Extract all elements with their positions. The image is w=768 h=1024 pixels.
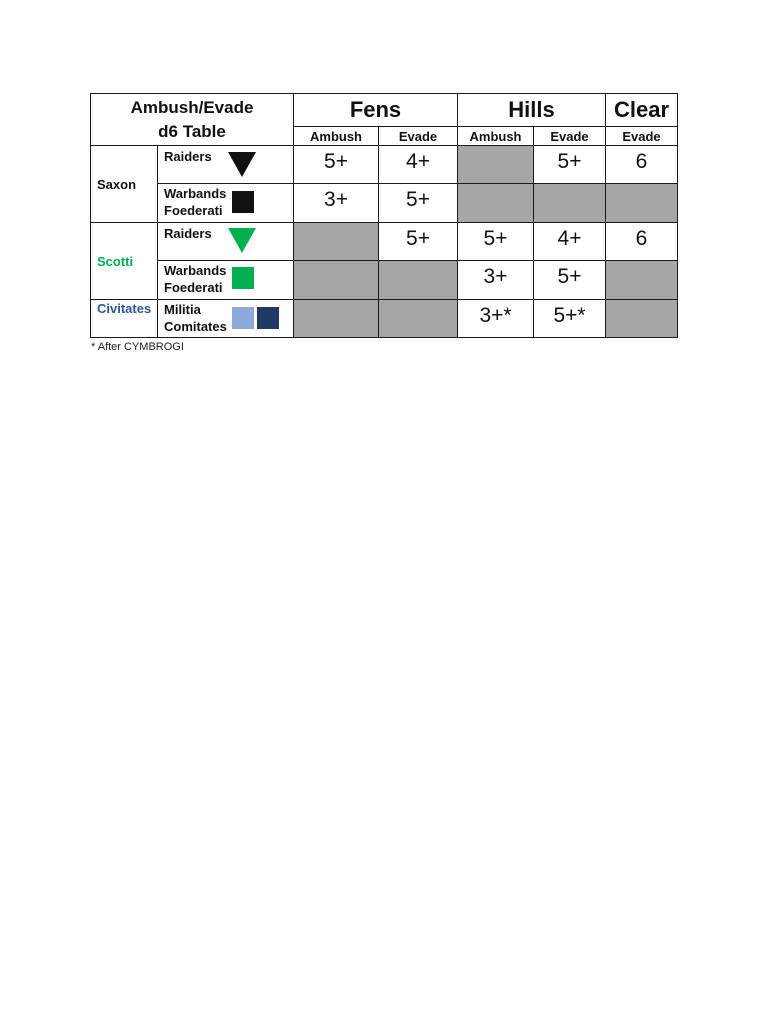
value-cell: 3+* bbox=[458, 300, 534, 338]
ambush-evade-table bbox=[90, 93, 678, 338]
value-cell: 5+ bbox=[458, 223, 534, 261]
square-icon bbox=[232, 191, 254, 213]
empty-cell bbox=[379, 300, 458, 338]
value-cell: 4+ bbox=[534, 223, 606, 261]
unit-cell bbox=[158, 223, 294, 261]
faction-civitates: Civitates bbox=[91, 300, 158, 338]
empty-cell bbox=[294, 261, 379, 300]
unit-cell bbox=[158, 146, 294, 184]
table-title bbox=[91, 94, 294, 146]
subheader-clear-evade: Evade bbox=[606, 127, 678, 146]
region-header-clear: Clear bbox=[606, 94, 678, 127]
unit-cell bbox=[158, 300, 294, 338]
subheader-hills-ambush: Ambush bbox=[458, 127, 534, 146]
footnote: * After CYMBROGI bbox=[91, 341, 184, 353]
region-header-hills: Hills bbox=[458, 94, 606, 127]
unit-label: Raiders bbox=[164, 226, 212, 241]
table-title-line2: d6 Table bbox=[158, 121, 226, 141]
region-header-fens: Fens bbox=[294, 94, 458, 127]
unit-label-line1: Warbands bbox=[164, 186, 227, 201]
value-cell: 5+ bbox=[534, 146, 606, 184]
faction-scotti: Scotti bbox=[91, 223, 158, 300]
value-cell: 3+ bbox=[294, 184, 379, 223]
unit-label bbox=[164, 301, 227, 335]
empty-cell bbox=[458, 146, 534, 184]
subheader-fens-ambush: Ambush bbox=[294, 127, 379, 146]
value-cell: 6 bbox=[606, 146, 678, 184]
table-title-line1: Ambush/Evade bbox=[130, 97, 254, 117]
value-cell: 6 bbox=[606, 223, 678, 261]
down-triangle-icon bbox=[228, 228, 256, 253]
subheader-hills-evade: Evade bbox=[534, 127, 606, 146]
empty-cell bbox=[458, 184, 534, 223]
subheader-fens-evade: Evade bbox=[379, 127, 458, 146]
value-cell: 5+ bbox=[294, 146, 379, 184]
unit-cell bbox=[158, 184, 294, 223]
empty-cell bbox=[379, 261, 458, 300]
empty-cell bbox=[606, 184, 678, 223]
unit-label-line2: Comitates bbox=[164, 319, 227, 334]
value-cell: 5+ bbox=[379, 184, 458, 223]
empty-cell bbox=[606, 300, 678, 338]
square-icon bbox=[232, 307, 254, 329]
unit-label bbox=[164, 185, 226, 219]
unit-cell bbox=[158, 261, 294, 300]
square-icon bbox=[232, 267, 254, 289]
value-cell: 3+ bbox=[458, 261, 534, 300]
value-cell: 5+ bbox=[379, 223, 458, 261]
empty-cell bbox=[294, 300, 379, 338]
unit-label-line1: Warbands bbox=[164, 263, 227, 278]
empty-cell bbox=[534, 184, 606, 223]
unit-label-line2: Foederati bbox=[164, 203, 223, 218]
value-cell: 4+ bbox=[379, 146, 458, 184]
unit-label: Raiders bbox=[164, 149, 212, 164]
empty-cell bbox=[606, 261, 678, 300]
faction-saxon: Saxon bbox=[91, 146, 158, 223]
unit-label bbox=[164, 262, 226, 296]
value-cell: 5+* bbox=[534, 300, 606, 338]
value-cell: 5+ bbox=[534, 261, 606, 300]
unit-label-line1: Militia bbox=[164, 302, 201, 317]
empty-cell bbox=[294, 223, 379, 261]
down-triangle-icon bbox=[228, 152, 256, 177]
unit-label-line2: Foederati bbox=[164, 280, 223, 295]
square-icon bbox=[257, 307, 279, 329]
